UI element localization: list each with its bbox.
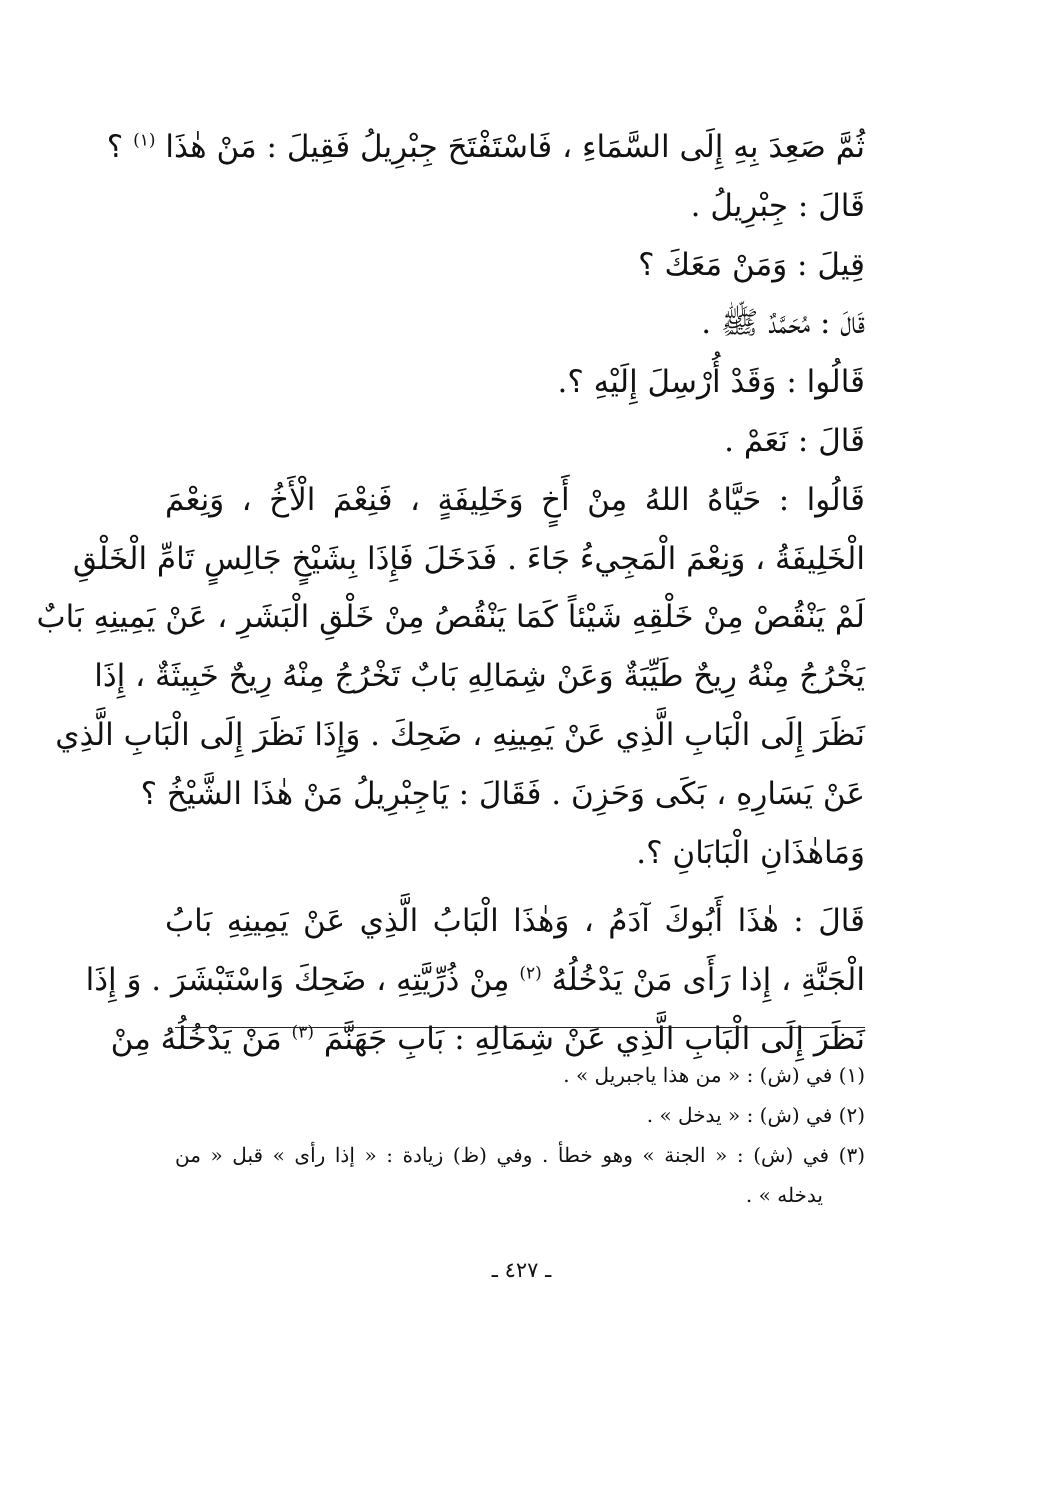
footnote-2-text: (٢) في (ش) : « يدخل » . [646,1103,865,1127]
paragraph-2-line-2 [85,951,865,1010]
paragraph-1-line-2: الْخَلِيفَةُ ، وَنِعْمَ الْمَجِيءُ جَاءَ . فَدَخَلَ فَإِذَا بِشَيْخٍ جَالِسٍ تَامِّ الْخَلْقِ [72,540,865,577]
paragraph-2-line-2-start: الْجَنَّةِ ، إِذا رَأَى مَنْ يَدْخُلُهُ [551,962,865,999]
opening-text: ثُمَّ صَعِدَ بِهِ إِلَى السَّمَاءِ ، فَاسْتَفْتَحَ جِبْرِيلُ فَقِيلَ : مَنْ هٰذَا [165,129,865,165]
page-number: ـ ٤٢٧ ـ [491,1258,552,1282]
paragraph-2-line-3-end: مَنْ يَدْخُلُهُ مِنْ [110,1020,282,1057]
dialogue-line-3: قَالَ : مُحَمَّدٌ ﷺ . [701,305,865,342]
opening-line [106,118,865,177]
footnotes [175,1055,865,1215]
footnote-3-continuation: يدخله » . [745,1183,823,1207]
dialogue-line-2: قِيلَ : وَمَنْ مَعَكَ ؟ [638,246,865,283]
footnote-1-text: (١) في (ش) : « من هذا ياجبريل » . [563,1063,865,1087]
footnote-separator [175,1027,865,1028]
footnote-2 [175,1095,865,1135]
paragraph-2-line-1: قَالَ : هٰذَا أَبُوكَ آدَمُ ، وَهٰذَا الْبَابُ الَّذِي عَنْ يَمِينِهِ بَابُ [165,903,865,940]
footnote-1 [175,1055,865,1095]
dialogue-line-1: قَالَ : جِبْرِيلُ . [690,187,865,224]
footnote-3 [175,1135,865,1215]
footnote-3-text: (٣) في (ش) : « الجنة » وهو خطأ . وفي (ظ) زيادة : « إذا رأى » قبل « من [175,1143,865,1167]
dialogue-line-4: قَالُوا : وَقَدْ أُرْسِلَ إِلَيْهِ ؟. [557,364,865,401]
paragraph-1-line-6: عَنْ يَسَارِهِ ، بَكَى وَحَزِنَ . فَقَالَ : يَاجِبْرِيلُ مَنْ هٰذَا الشَّيْخُ ؟ [140,775,865,812]
paragraph-gap [165,882,865,892]
opening-question-mark: ؟ [106,129,124,165]
paragraph-1-line-4: يَخْرُجُ مِنْهُ رِيحٌ طَيِّبَةٌ وَعَنْ شِمَالِهِ بَابٌ تَخْرُجُ مِنْهُ رِيحٌ خَبِيثَةٌ ، إِذَا [94,658,865,695]
paragraph-1-line-3: لَمْ يَنْقُصْ مِنْ خَلْقِهِ شَيْئاً كَمَا يَنْقُصُ مِنْ خَلْقِ الْبَشَرِ ، عَنْ يَمِينِهِ بَابٌ [36,599,865,636]
footnote-marker-3: (٣) [291,1022,314,1043]
paragraph-2 [85,892,865,1068]
main-text [36,118,865,1069]
footnote-marker-1: (١) [133,130,156,151]
footnote-marker-2: (٢) [519,963,542,984]
paragraph-1 [36,471,865,883]
paragraph-1-line-5: نَظَرَ إِلَى الْبَابِ الَّذِي عَنْ يَمِينِهِ ، ضَحِكَ . وَإِذَا نَظَرَ إِلَى الْبَابِ الَّذِي [55,716,865,753]
paragraph-2-line-2-end: مِنْ ذُرِّيَّتِهِ ، ضَحِكَ وَاسْتَبْشَرَ . وَ إِذَا [85,962,510,999]
paragraph-1-line-7: وَمَاهٰذَانِ الْبَابَانِ ؟. [636,834,865,871]
dialogue-line-5: قَالَ : نَعَمْ . [724,422,865,459]
paragraph-2-line-3-start: نَظَرَ إِلَى الْبَابِ الَّذِي عَنْ شِمَالِهِ : بَابِ جَهَنَّمَ [323,1020,865,1057]
paragraph-1-line-1: قَالُوا : حَيَّاهُ اللهُ مِنْ أَخٍ وَخَلِيفَةٍ ، فَنِعْمَ الْأَخُ ، وَنِعْمَ [165,481,865,518]
